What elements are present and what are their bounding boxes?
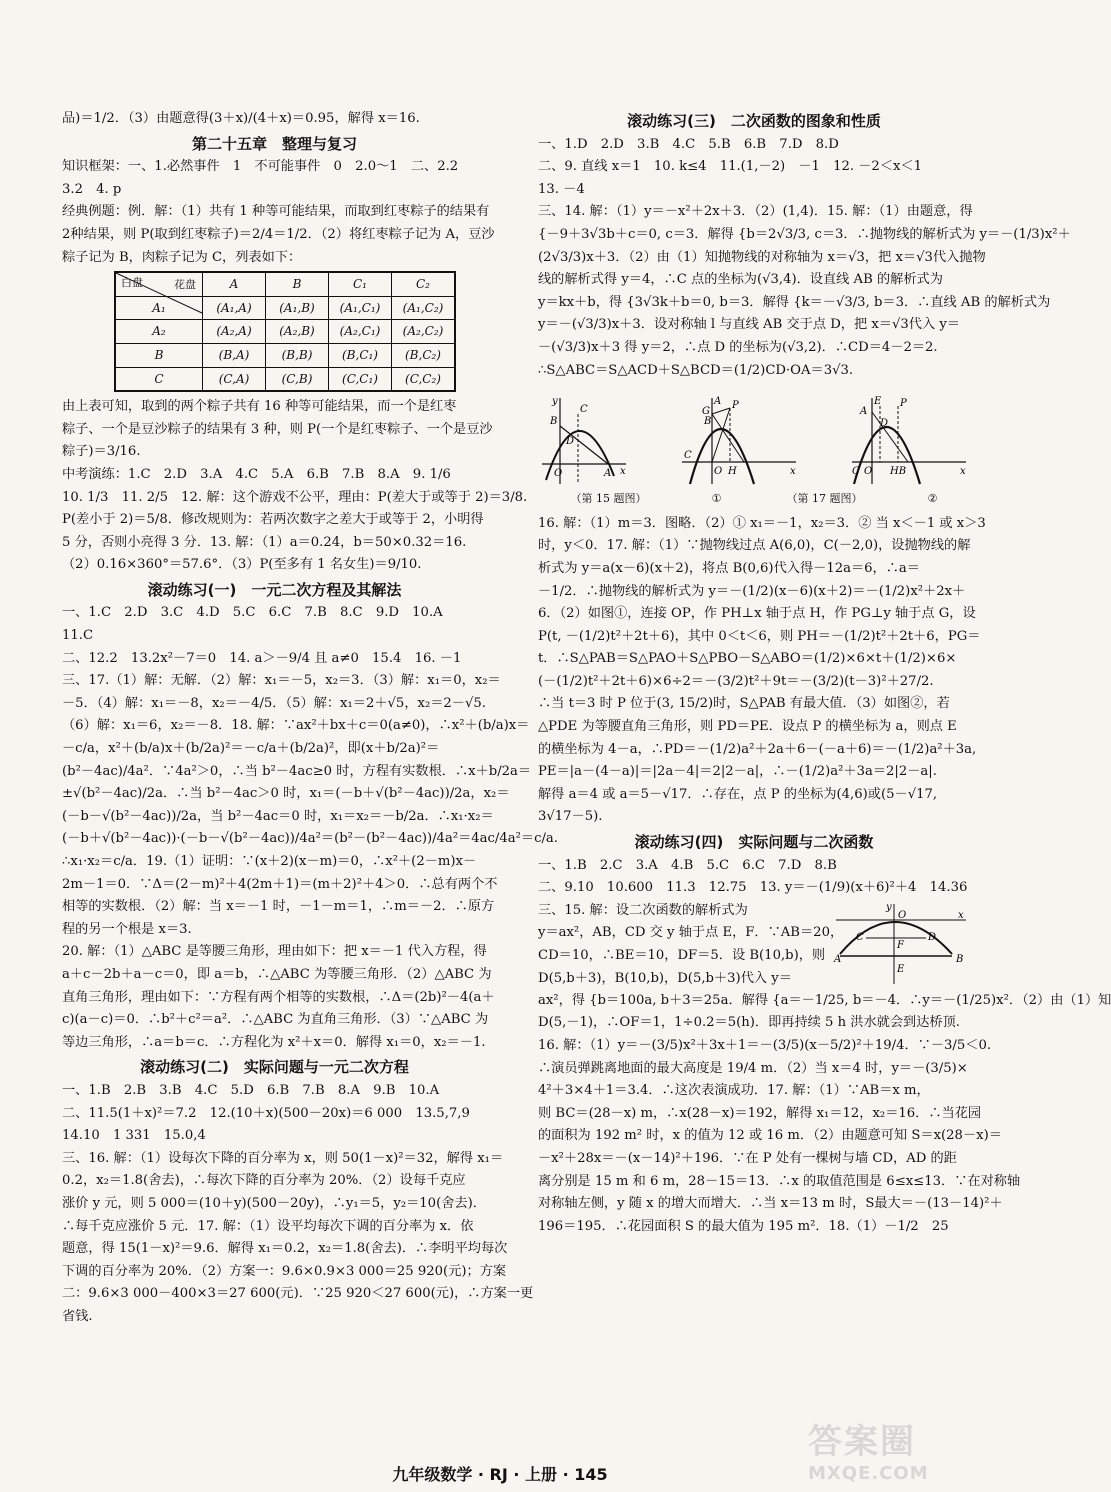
table-cell: (B,B) (266, 343, 329, 367)
text-line: 0.2，x₂＝1.8(舍去)，∴每次下降的百分率为 20%．（2）设每千克应 (62, 1173, 466, 1189)
text-line: 三、14. 解：（1）y＝－x²＋2x＋3．（2）(1,4)．15. 解：（1）由题意，得 (538, 204, 973, 220)
table-cell: (B,A) (203, 343, 266, 367)
text-line: 则 BC＝(28－x) m，∴x(28－x)＝192，解得 x₁＝12，x₂＝16．∴当花园 (538, 1105, 982, 1121)
svg-text:B: B (704, 416, 712, 428)
table-header: B (266, 272, 329, 296)
section-4-body (538, 855, 1111, 1239)
figures-row (538, 390, 970, 486)
corner-bottom-label: 白盘 (121, 276, 143, 290)
text-line: c)(a－c)＝0．∴b²＋c²＝a²．∴△ABC 为直角三角形．（3）∵△ABC 为 (62, 1012, 489, 1028)
text-line: 一、1.B 2.B 3.B 4.C 5.D 6.B 7.B 8.A 9.B 10.A (62, 1082, 440, 1098)
text-line: ∴当 t＝3 时 P 位于(3, 15/2)时，S△PAB 有最大值．（3）如图②，若 (538, 696, 950, 712)
chapter-title: 第二十五章 整理与复习 (191, 134, 357, 153)
svg-text:G: G (702, 406, 710, 418)
text-line: 线的解析式得 y＝4，∴C 点的坐标为(√3,4)．设直线 AB 的解析式为 (538, 272, 943, 288)
text-line: 相等的实数根．（2）解：当 x＝－1 时，－1－m＝1，∴m＝－2．∴原方 (62, 899, 495, 915)
text-line: ax²，得 {b＝100a, b＋3＝25a．解得 {a＝－1/25, b＝－4．∴y＝－(1/25)x²．（2）由（1）知 (538, 992, 1111, 1008)
text-line: P(t, －(1/2)t²＋2t＋6)，其中 0＜t＜6，则 PH＝－(1/2)t²＋2t＋6，PG＝ (538, 628, 981, 644)
table-cell: (C,C₁) (329, 367, 392, 391)
svg-text:D: D (880, 418, 889, 430)
page-footer: 九年级数学 · RJ · 上册 · 145 (392, 1465, 608, 1484)
text-line: D(5,b＋3)，B(10,b)，D(5,b＋3)代入 y＝ (538, 970, 792, 986)
text-line: －(√3/3)x＋3 得 y＝2，∴点 D 的坐标为(√3,2)．∴CD＝4－2＝2. (538, 339, 938, 355)
bridge-label-f: F (897, 939, 904, 951)
svg-text:A: A (714, 396, 722, 408)
table-cell: (A₁,A) (203, 296, 266, 320)
text-line: 中考演练：1.C 2.D 3.A 4.C 5.A 6.B 7.B 8.A 9. 1/6 (62, 466, 451, 482)
text-line: 6．（2）如图①，连接 OP，作 PH⊥x 轴于点 H，作 PG⊥y 轴于点 G，设 (538, 606, 976, 622)
table-cell: (A₁,C₂) (392, 296, 456, 320)
text-line: (－b＋√(b²－4ac))·(－b－√(b²－4ac))/4a²＝(b²－(b²－4ac))/4a²＝4ac/4a²＝c/a. (62, 831, 558, 847)
bridge-label-b: B (956, 953, 964, 965)
table-cell: C (115, 367, 203, 391)
bridge-label-o: O (898, 909, 907, 921)
text-line: 下调的百分率为 20%．（2）方案一：9.6×0.9×3 000＝25 920(元)；方案 (62, 1263, 507, 1279)
outcome-table (114, 271, 456, 392)
table-cell: (C,A) (203, 367, 266, 391)
text-line: 3√17－5). (538, 809, 603, 825)
text-line: 二：9.6×3 000－400×3＝27 600(元)．∵25 920＜27 600(元)，∴方案一更 (62, 1286, 534, 1302)
text-line: 一、1.B 2.C 3.A 4.B 5.C 6.C 7.D 8.B (538, 857, 837, 873)
section-1-body (62, 602, 558, 1054)
text-line: t．∴S△PAB＝S△PAO＋S△PBO－S△ABO＝(1/2)×6×t＋(1/2)×6× (538, 651, 957, 667)
section-title-4: 滚动练习(四) 实际问题与二次函数 (634, 833, 874, 852)
text-line: 解得 a＝4 或 a＝5－√17．∴存在，点 P 的坐标为(4,6)或(5－√17, (538, 786, 938, 802)
svg-text:O: O (714, 466, 723, 478)
table-header: C₁ (329, 272, 392, 296)
table-cell: (A₂,B) (266, 320, 329, 344)
text-line: 一、1.D 2.D 3.B 4.C 5.B 6.B 7.D 8.D (538, 136, 839, 152)
text-line: ∴x₁·x₂＝c/a．19.（1）证明：∵(x＋2)(x－m)＝0，∴x²＋(2－m)x－ (62, 854, 477, 869)
bridge-label-e: E (897, 963, 905, 975)
text-line: y＝ax²，AB，CD 交 y 轴于点 E，F．∵AB＝20， (538, 925, 844, 941)
bridge-text (538, 900, 844, 990)
svg-text:H: H (728, 466, 737, 478)
text-line: (－(1/2)t²＋2t＋6)×6÷2＝－(3/2)t²＋9t＝－(3/2)(t－3)²＋27/2. (538, 673, 934, 689)
text-line: △PDE 为等腰直角三角形，则 PD＝PE．设点 P 的横坐标为 a，则点 E (538, 719, 957, 735)
text-line: 析式为 y＝a(x－6)(x＋2)，将点 B(0,6)代入得－12a＝6，∴a＝ (538, 560, 920, 576)
text-line: 由上表可知，取到的两个粽子共有 16 种等可能结果，而一个是红枣 (62, 399, 457, 415)
text-line: 三、15. 解：设二次函数的解析式为 (538, 902, 748, 918)
svg-text:P: P (900, 398, 907, 410)
table-row (115, 320, 455, 344)
svg-text:A: A (604, 468, 612, 480)
text-line: 粽子、一个是豆沙粽子的结果有 3 种，则 P(一个是红枣粽子、一个是豆沙 (62, 421, 493, 437)
svg-text:O: O (554, 468, 563, 480)
figure-17-mark-2: ② (927, 492, 938, 506)
text-line: （6）解：x₁＝6，x₂＝－8．18. 解：∵ax²＋bx＋c＝0(a≠0)，∴x²＋(b/a)x＝ (62, 718, 530, 734)
text-line: CD＝10，∴BE＝10，DF＝5．设 B(10,b)，则 (538, 948, 826, 963)
bridge-label-x: x (958, 909, 964, 921)
svg-text:x: x (790, 466, 796, 478)
text-line: 程的另一个根是 x＝3. (62, 921, 192, 937)
figure-15-caption: （第 15 题图） (570, 492, 647, 506)
svg-text:C: C (852, 466, 860, 478)
text-line: y＝kx＋b，得 {3√3k＋b＝0, b＝3．解得 {k＝－√3/3, b＝3．∴直线 AB 的解析式为 (538, 294, 1051, 310)
text-line: y＝－(√3/3)x＋3．设对称轴 l 与直线 AB 交于点 D，把 x＝√3代入 y＝ (538, 317, 960, 333)
text-line: 的横坐标为 4－a，∴PD＝－(1/2)a²＋2a＋6－(－a＋6)＝－(1/2)a²＋3a, (538, 741, 977, 757)
text-line: 粽子记为 B，肉粽子记为 C，列表如下： (62, 249, 302, 265)
figure-17-caption: （第 17 题图） (786, 492, 863, 506)
svg-text:x: x (960, 466, 966, 478)
section-title-3: 滚动练习(三) 二次函数的图象和性质 (627, 112, 881, 130)
table-corner-cell (115, 272, 203, 296)
table-row (115, 343, 455, 367)
text-line: 二、12.2 13.2x²－7＝0 14. a＞－9/4 且 a≠0 15.4 16. －1 (62, 650, 462, 666)
table-cell: (B,C₁) (329, 343, 392, 367)
figure-17-mark-1: ① (711, 492, 722, 506)
table-cell: (A₁,B) (266, 296, 329, 320)
text-line: 涨价 y 元，则 5 000＝(10＋y)(500－20y)，∴y₁＝5，y₂＝10(舍去)． (62, 1195, 486, 1211)
svg-text:A: A (860, 406, 868, 418)
text-line: （2）0.16×360°＝57.6°．（3）P(至多有 1 名女生)＝9/10. (62, 557, 422, 573)
section-3-body (538, 134, 1071, 383)
table-cell: (A₁,C₁) (329, 296, 392, 320)
table-header-row (115, 272, 455, 296)
text-line: ∴S△ABC＝S△ACD＋S△BCD＝(1/2)CD·OA＝3√3. (538, 362, 854, 378)
svg-text:HB: HB (890, 466, 907, 478)
chapter-intro (62, 156, 495, 269)
table-cell: (B,C₂) (392, 343, 456, 367)
text-line: (b²－4ac)/4a²．∵4a²＞0，∴当 b²－4ac≥0 时，方程有实数根．∴x＋b/2a＝ (62, 763, 532, 779)
table-cell: A₂ (115, 320, 203, 344)
svg-text:E: E (874, 396, 882, 408)
text-line: PE＝|a－(4－a)|＝|2a－4|＝2|2－a|，∴－(1/2)a²＋3a＝2|2－a|. (538, 764, 937, 780)
text-line: ∴每千克应涨价 5 元．17. 解：（1）设平均每次下调的百分率为 x．依 (62, 1218, 474, 1234)
table-cell: A₁ (115, 296, 203, 320)
bridge-block (538, 900, 970, 990)
text-line: 16. 解：（1）y＝－(3/5)x²＋3x＋1＝－(3/5)(x－5/2)²＋19/4．∵－3/5＜0. (538, 1038, 992, 1053)
svg-text:B: B (550, 416, 558, 428)
svg-text:D: D (566, 436, 575, 448)
svg-text:O: O (864, 466, 873, 478)
watermark-line-2: MXQE.COM (808, 1463, 929, 1484)
text-line: 离分别是 15 m 和 6 m，28－15＝13．∴x 的取值范围是 6≤x≤13．∵在对称轴 (538, 1173, 1021, 1189)
figure-17-1 (680, 394, 800, 486)
text-line: 的面积为 192 m² 时，x 的值为 12 或 16 m．（2）由题意可知 S＝x(28－x)＝ (538, 1128, 1002, 1144)
text-line: －5．（4）解：x₁＝－8，x₂＝－4/5．（5）解：x₁＝2＋√5，x₂＝2－√5. (62, 695, 486, 711)
text-line: 三、16. 解：（1）设每次下降的百分率为 x，则 50(1－x)²＝32，解得 x₁＝ (62, 1150, 504, 1166)
text-line: 5 分，否则小亮得 3 分．13. 解：（1）a＝0.24，b＝50×0.32＝16. (62, 534, 467, 550)
text-line: {－9＋3√3b＋c＝0, c＝3．解得 {b＝2√3/3, c＝3．∴抛物线的解析式为 y＝－(1/3)x²＋ (538, 226, 1071, 242)
text-line: D(5,－1)，∴OF＝1，1÷0.2＝5(h)．即再持续 5 h 洪水就会到达桥顶. (538, 1015, 960, 1031)
svg-text:y: y (552, 396, 558, 408)
text-line: 直角三角形，理由如下：∵方程有两个相等的实数根，∴Δ＝(2b)²－4(a＋ (62, 989, 495, 1005)
right-column (538, 108, 1111, 1238)
text-line: 一、1.C 2.D 3.C 4.D 5.C 6.C 7.B 8.C 9.D 10.A (62, 605, 443, 621)
table-cell: B (115, 343, 203, 367)
svg-text:C: C (580, 404, 588, 416)
text-line: a＋c－2b＋a－c＝0，即 a＝b，∴△ABC 为等腰三角形．（2）△ABC 为 (62, 966, 492, 982)
table-row (115, 367, 455, 391)
text-line: 粽子)＝3/16. (62, 444, 141, 460)
text-line: (2√3/3)x＋3．（2）由（1）知抛物线的对称轴为 x＝√3，把 x＝√3代入抛物 (538, 249, 986, 265)
text-line: －c/a，x²＋(b/a)x＋(b/2a)²＝－c/a＋(b/2a)²，即(x＋b/2a)²＝ (62, 741, 440, 757)
text-line: 知识框架：一、1.必然事件 1 不可能事件 0 2.0～1 二、2.2 (62, 159, 459, 175)
text-line: ∴演员弹跳离地面的最大高度是 19/4 m．（2）当 x＝4 时，y＝－(3/5)× (538, 1060, 968, 1076)
text-line: (－b－√(b²－4ac))/2a，当 b²－4ac＝0 时，x₁＝x₂＝－b/2a．∴x₁·x₂＝ (62, 808, 494, 824)
section-3-body-b (538, 513, 986, 829)
text-line: 10. 1/3 11. 2/5 12. 解：这个游戏不公平，理由：P(差大于或等于 2)＝3/8. (62, 489, 528, 505)
left-column (62, 108, 558, 1328)
svg-text:P: P (732, 400, 739, 412)
text-line: 13. －4 (538, 181, 585, 197)
section-title-2: 滚动练习(二) 实际问题与一元二次方程 (140, 1058, 409, 1077)
svg-text:x: x (620, 466, 626, 478)
bridge-label-d: D (928, 931, 937, 943)
text-line: 品)＝1/2．（3）由题意得(3＋x)/(4＋x)＝0.95，解得 x＝16. (62, 111, 420, 126)
text-line: 16. 解：（1）m＝3．图略．（2）① x₁＝－1，x₂＝3．② 当 x＜－1 或 x＞3 (538, 515, 986, 531)
bridge-figure (834, 900, 970, 986)
table-cell: (A₂,A) (203, 320, 266, 344)
text-line: －1/2．∴抛物线的解析式为 y＝－(1/2)(x－6)(x＋2)＝－(1/2)x²＋2x＋ (538, 583, 966, 599)
text-line: 经典例题：例．解：（1）共有 1 种等可能结果，而取到红枣粽子的结果有 (62, 204, 490, 220)
table-cell: (C,B) (266, 367, 329, 391)
text-line: 14.10 1 331 15.0,4 (62, 1128, 206, 1144)
bridge-label-c: C (856, 931, 864, 943)
text-line: 11.C (62, 628, 94, 644)
text-line: 196＝195．∴花园面积 S 的最大值为 195 m²．18.（1）－1/2 25 (538, 1218, 949, 1234)
section-title-1: 滚动练习(一) 一元二次方程及其解法 (147, 580, 402, 599)
text-line: 2m－1＝0．∵Δ＝(2－m)²＋4(2m＋1)＝(m＋2)²＋4＞0．∴总有两个不 (62, 876, 498, 892)
text-line: ±√(b²－4ac)/2a．∴当 b²－4ac＞0 时，x₁＝(－b＋√(b²－4ac))/2a，x₂＝ (62, 786, 510, 802)
text-line: 二、9.10 10.600 11.3 12.75 13. y＝－(1/9)(x＋6)²＋4 14.36 (538, 880, 968, 896)
bridge-label-y: y (886, 901, 892, 913)
watermark-logo (808, 1414, 984, 1484)
table-cell: (C,C₂) (392, 367, 456, 391)
text-line: 三、17.（1）解：无解．（2）解：x₁＝－5，x₂＝3．（3）解：x₁＝0，x₂＝ (62, 673, 501, 689)
table-header: C₂ (392, 272, 456, 296)
table-cell: (A₂,C₂) (392, 320, 456, 344)
corner-top-label: 花盘 (174, 278, 196, 292)
svg-text:C: C (684, 450, 692, 462)
text-line: －x²＋28x＝－(x－14)²＋196．∵在 P 处有一棵树与墙 CD，AD 的距 (538, 1150, 957, 1166)
text-line: 等边三角形，∴a＝b＝c．∴方程化为 x²＋x＝0．解得 x₁＝0，x₂＝－1. (62, 1034, 486, 1050)
table-cell: (A₂,C₁) (329, 320, 392, 344)
figure-15-parabola (538, 394, 630, 486)
text-line: 时，y＜0．17. 解：（1）∵抛物线过点 A(6,0)，C(－2,0)，设抛物线的解 (538, 538, 971, 554)
text-line: 2种结果，则 P(取到红枣粽子)＝2/4＝1/2．（2）将红枣粽子记为 A，豆沙 (62, 226, 495, 242)
text-line: 3.2 4. p (62, 181, 122, 197)
section-2-body (62, 1080, 534, 1329)
bridge-label-a: A (834, 953, 842, 965)
text-line: 20. 解：（1）△ABC 是等腰三角形，理由如下：把 x＝－1 代入方程，得 (62, 944, 487, 960)
text-line: 4²＋3×4＋1＝3.4．∴这次表演成功．17. 解：（1）∵AB＝x m， (538, 1083, 930, 1099)
text-line: 对称轴左侧，y 随 x 的增大而增大．∴当 x＝13 m 时，S最大＝－(13－14)²＋ (538, 1196, 1003, 1212)
text-line: P(差小于 2)＝5/8．修改规则为：若两次数字之差大于或等于 2，小明得 (62, 512, 484, 528)
text-line: 题意，得 15(1－x)²＝9.6．解得 x₁＝0.2，x₂＝1.8(舍去)．∴李明平均每次 (62, 1241, 508, 1257)
figure-captions (538, 488, 970, 511)
text-line: 省钱. (62, 1308, 93, 1324)
table-header: A (203, 272, 266, 296)
after-table-text (62, 396, 528, 577)
text-line: 二、11.5(1＋x)²＝7.2 12.(10＋x)(500－20x)＝6 000 13.5,7,9 (62, 1105, 470, 1121)
figure-17-2 (850, 394, 970, 486)
watermark-line-1: 答案圈 (808, 1422, 916, 1462)
text-line: 二、9. 直线 x＝1 10. k≤4 11.(1,－2) －1 12. －2＜x＜1 (538, 159, 923, 175)
